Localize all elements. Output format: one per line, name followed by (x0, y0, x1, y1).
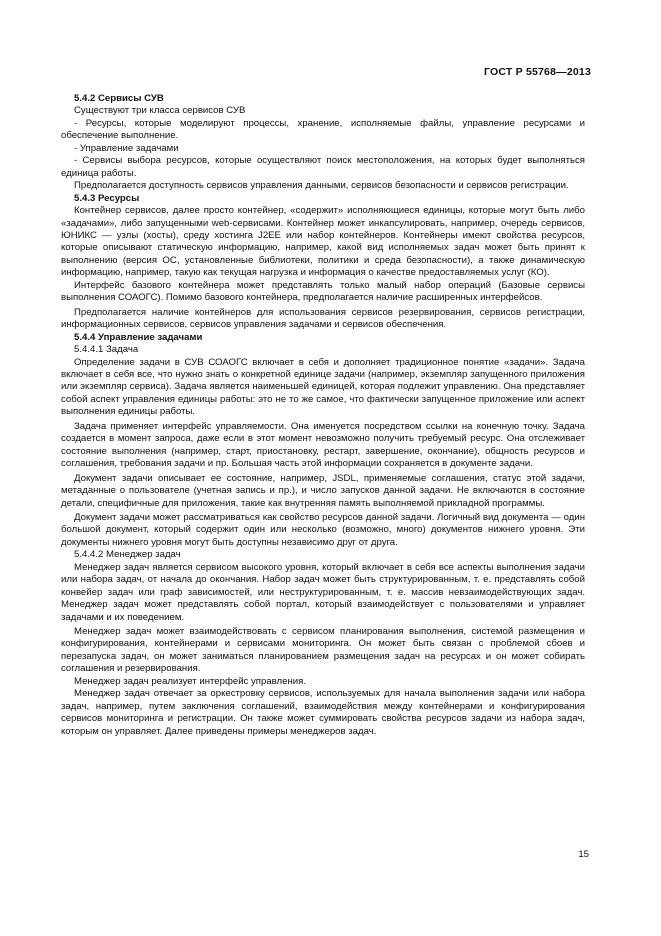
paragraph: Документ задачи описывает ее состояние, например, JSDL, применяемые соглашения, статус этой задачи, метаданные о пользователе (учетная запись и пр.), и число запусков данной задачи. Не включаются в состояние детали, специфичные для приложения, такие как внутренняя память выполняемой прикладной программы. (61, 472, 585, 509)
section-heading-5-4-2: 5.4.2 Сервисы СУВ (74, 93, 164, 104)
list-item: - Управление задачами (74, 142, 179, 154)
document-header: ГОСТ Р 55768—2013 (483, 66, 591, 78)
subsection-heading-5-4-4-1: 5.4.4.1 Задача (74, 344, 139, 356)
document-body (61, 93, 585, 738)
list-item: - Ресурсы, которые моделируют процессы, хранение, исполняемые файлы, управление ресурсами и обеспечение выполнение. (61, 117, 585, 142)
paragraph: Предполагается доступность сервисов управления данными, сервисов безопасности и сервисов регистрации. (74, 180, 569, 192)
section-heading-5-4-3: 5.4.3 Ресурсы (74, 192, 140, 204)
paragraph: Менеджер задач отвечает за оркестровку сервисов, используемых для начала выполнения задачи или набора задач, например, путем заключения соглашений, взаимодействия между контейнерами и конфигурирования сервисов мониторинга и регистрации. Он также может суммировать свойства ресурсов задачи из набора задач, которым он управляет. Далее приведены примеры менеджеров задач. (61, 688, 585, 737)
paragraph: Интерфейс базового контейнера может представлять только малый набор операций (Базовые сервисы выполнения СОАОГС). Помимо базового контейнера, предполагается наличие расширенных интерфейсов. (61, 279, 585, 304)
paragraph: Контейнер сервисов, далее просто контейнер, «содержит» исполняющиеся единицы, которые могут быть либо «задачами», либо запущенными web-сервисами. Контейнер может инкапсулировать, например, очередь сервисов, ЮНИКС — узлы (хосты), среду хостинга J2EE или набор контейнеров. Контейнеры имеют свойства ресурсов, которые описывают статическую информацию, например, какой вид исполняемых задач может быть принят к выполнению (версия ОС, установленные библиотеки, политики и среда безопасности), а также динамическую информацию, например, такую как текущая нагрузка и информация о качестве предоставляемых услуг (КО). (61, 205, 585, 279)
list-item: - Сервисы выбора ресурсов, которые осуществляют поиск местоположения, на которых будет выполняться единица работы. (61, 155, 585, 179)
paragraph: Задача применяет интерфейс управляемости. Она именуется посредством ссылки на конечную точку. Задача создается в момент запроса, даже если в этот момент невозможно получить требуемый ресурс. Она отслеживает состояние выполнения (например, старт, приостановку, рестарт, завершение, окончание), общность ресурсов и соглашения, требования задачи и пр. Большая часть этой информации сохраняется в документе задачи. (61, 420, 585, 470)
paragraph: Менеджер задач является сервисом высокого уровня, который включает в себя все аспекты выполнения задачи или набора задач, от начала до окончания. Набор задач может быть структурированным, т. е. представлять собой конвейер задач или граф зависимостей, или неструктурированным, т. е. массив невзаимодействующих задач. Менеджер задач может представлять собой портал, который взаимодействует с пользователями и управляет задачами и их поведением. (61, 561, 585, 623)
section-heading-5-4-4: 5.4.4 Управление задачами (74, 331, 203, 343)
paragraph: Документ задачи может рассматриваться как свойство ресурсов данной задачи. Логичный вид документа — один большой документ, который содержит один или несколько (возможно, много) документов нижнего уровня. Эти документы нижнего уровня могут быть доступны независимо друг от друга. (61, 511, 585, 548)
paragraph: Предполагается наличие контейнеров для использования сервисов резервирования, сервисов регистрации, информационных сервисов, сервисов управления задачами и сервисов обеспечения. (61, 306, 585, 331)
paragraph: Существуют три класса сервисов СУВ (74, 105, 246, 117)
paragraph: Менеджер задач реализует интерфейс управления. (74, 675, 307, 687)
paragraph: Менеджер задач может взаимодействовать с сервисом планирования выполнения, системой размещения и конфигурирования, контейнерами и сервисами мониторинга. Он может быть связан с проблемой сбоев и перезапуска задач, он может заниматься планированием размещения задач на ресурсах и он может собирать соглашения и резервирования. (61, 626, 585, 675)
subsection-heading-5-4-4-2: 5.4.4.2 Менеджер задач (74, 549, 181, 561)
page-number: 15 (578, 849, 589, 860)
paragraph: Определение задачи в СУВ СОАОГС включает в себя и дополняет традиционное понятие «задачи». Задача включает в себя все, что нужно знать о конкретной единице задачи (например, экземпляр запущенного приложения или экземпляр сервиса). Задача является наименьшей единицей, которая подлежит управлению. Она представляет собой аспект управления единицы работы: это не то же самое, что фактически запущенное приложение или аспект выполнения единицы работы. (61, 356, 585, 418)
